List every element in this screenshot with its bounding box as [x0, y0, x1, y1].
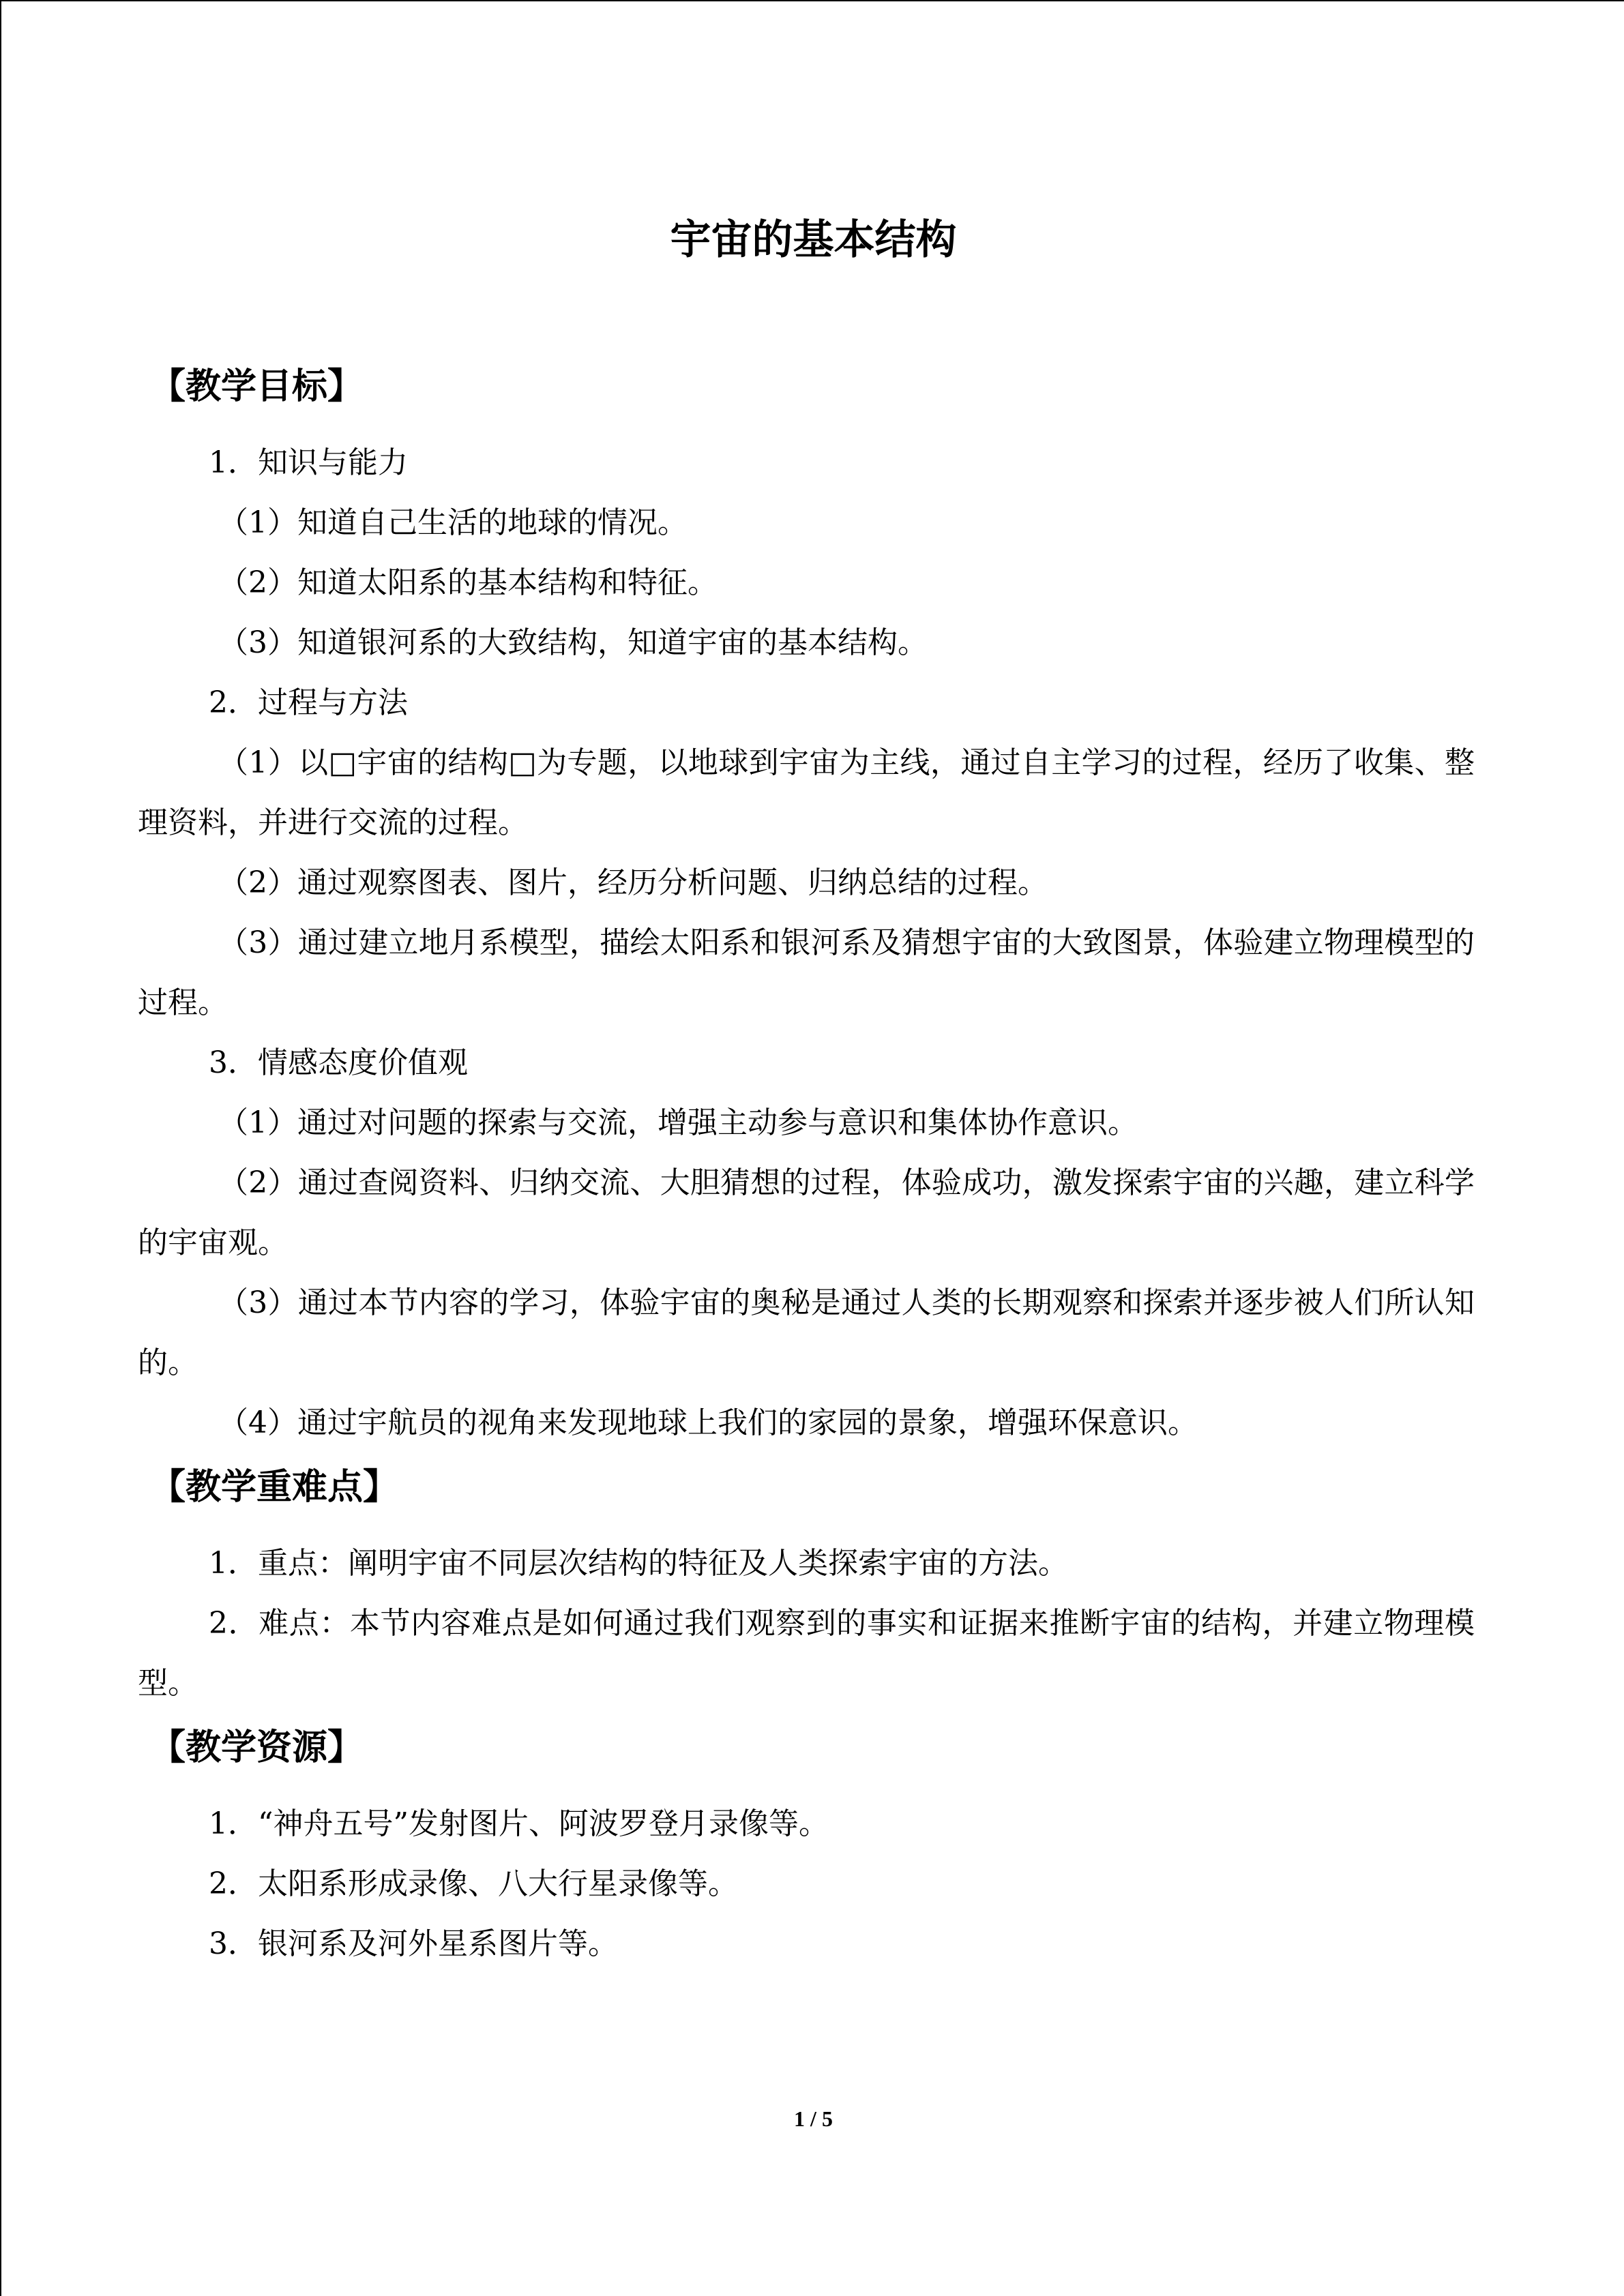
paragraph: （1）通过对问题的探索与交流，增强主动参与意识和集体协作意识。 — [218, 1105, 1138, 1140]
section-heading-resources: 【教学资源】 — [150, 1727, 364, 1768]
paragraph: 2．难点：本节内容难点是如何通过我们观察到的事实和证据来推断宇宙的结构，并建立物理模型。 — [138, 1606, 1475, 1701]
paragraph: 2．过程与方法 — [209, 685, 408, 720]
page-title: 宇宙的基本结构 — [670, 216, 957, 264]
paragraph: 1．重点：阐明宇宙不同层次结构的特征及人类探索宇宙的方法。 — [209, 1546, 1068, 1581]
page-number: 1 / 5 — [794, 2106, 833, 2131]
section-heading-objectives: 【教学目标】 — [150, 366, 364, 407]
paragraph: （2）通过查阅资料、归纳交流、大胆猜想的过程，体验成功，激发探索宇宙的兴趣，建立科学的宇宙观。 — [138, 1165, 1475, 1260]
paragraph: （3）通过本节内容的学习，体验宇宙的奥秘是通过人类的长期观察和探索并逐步被人们所认知的。 — [138, 1285, 1475, 1380]
paragraph: 1．“神舟五号”发射图片、阿波罗登月录像等。 — [209, 1806, 829, 1841]
paragraph: （1）知道自己生活的地球的情况。 — [218, 505, 688, 540]
paragraph: 3．银河系及河外星系图片等。 — [209, 1926, 618, 1961]
document-body — [138, 353, 1475, 1974]
paragraph: （1）以□宇宙的结构□为专题，以地球到宇宙为主线，通过自主学习的过程，经历了收集、整理资料，并进行交流的过程。 — [138, 745, 1475, 840]
paragraph: 3．情感态度价值观 — [209, 1045, 468, 1080]
paragraph: （3）通过建立地月系模型，描绘太阳系和银河系及猜想宇宙的大致图景，体验建立物理模型的过程。 — [138, 925, 1475, 1020]
paragraph: （2）通过观察图表、图片，经历分析问题、归纳总结的过程。 — [218, 865, 1048, 900]
paragraph: 1．知识与能力 — [209, 445, 408, 480]
section-heading-key-points: 【教学重难点】 — [150, 1467, 399, 1508]
paragraph: （4）通过宇航员的视角来发现地球上我们的家园的景象，增强环保意识。 — [218, 1405, 1198, 1440]
paragraph: 2．太阳系形成录像、八大行星录像等。 — [209, 1866, 738, 1901]
paragraph: （3）知道银河系的大致结构，知道宇宙的基本结构。 — [218, 625, 928, 660]
paragraph: （2）知道太阳系的基本结构和特征。 — [218, 565, 718, 600]
